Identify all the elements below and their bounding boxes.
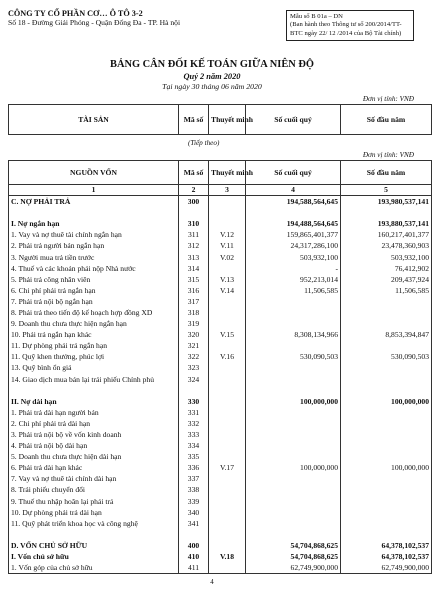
row-label: C. NỢ PHẢI TRẢ: [9, 196, 179, 207]
sources-col-title: NGUỒN VỐN: [9, 161, 179, 185]
row-label: 8. Phải trả theo tiến độ kế hoạch hợp đồng XD: [9, 307, 179, 318]
sources-header-table: [8, 160, 432, 196]
row-start-value: 64,378,102,537: [341, 540, 432, 551]
row-end-value: [246, 307, 341, 318]
row-code: 323: [179, 362, 209, 373]
row-start-value: [341, 318, 432, 329]
table-row: [9, 440, 432, 451]
row-start-value: 100,000,000: [341, 462, 432, 473]
company-address: Số 18 - Đường Giải Phóng - Quận Đống Đa - TP. Hà nội: [8, 18, 181, 27]
row-start-value: 8,853,394,847: [341, 329, 432, 340]
row-code: [179, 529, 209, 540]
row-label: 6. Chi phí phải trả ngắn hạn: [9, 285, 179, 296]
row-note: V.12: [209, 229, 246, 240]
row-end-value: [246, 374, 341, 385]
row-note: [209, 318, 246, 329]
row-label: [9, 385, 179, 396]
balance-sheet-table: [8, 196, 432, 574]
row-start-value: [341, 473, 432, 484]
table-row: [9, 462, 432, 473]
table-row: [9, 285, 432, 296]
table-row: [9, 473, 432, 484]
row-label: 9. Thuế thu nhập hoãn lại phải trả: [9, 496, 179, 507]
row-code: 317: [179, 296, 209, 307]
row-code: 315: [179, 274, 209, 285]
row-code: 310: [179, 218, 209, 229]
row-end-value: [246, 385, 341, 396]
row-note: [209, 540, 246, 551]
row-end-value: [246, 296, 341, 307]
row-label: 10. Dự phòng phải trả dài hạn: [9, 507, 179, 518]
row-label: II. Nợ dài hạn: [9, 396, 179, 407]
row-code: 322: [179, 351, 209, 362]
row-start-value: 209,437,924: [341, 274, 432, 285]
table-row: [9, 418, 432, 429]
table-row: [9, 240, 432, 251]
table-row: [9, 551, 432, 562]
row-end-value: [246, 418, 341, 429]
row-end-value: [246, 518, 341, 529]
table-row: [9, 196, 432, 207]
row-label: 4. Phải trả nội bộ dài hạn: [9, 440, 179, 451]
row-code: 311: [179, 229, 209, 240]
table-row: [9, 263, 432, 274]
row-note: [209, 207, 246, 218]
row-label: 1. Vay và nợ thuê tài chính ngắn hạn: [9, 229, 179, 240]
row-end-value: 8,308,134,966: [246, 329, 341, 340]
row-note: [209, 473, 246, 484]
row-note: [209, 385, 246, 396]
assets-col-start: Số đầu năm: [341, 105, 432, 135]
row-start-value: 503,932,100: [341, 251, 432, 262]
row-note: V.17: [209, 462, 246, 473]
row-code: 313: [179, 251, 209, 262]
row-code: 333: [179, 429, 209, 440]
row-start-value: [341, 207, 432, 218]
table-row: [9, 496, 432, 507]
row-code: [179, 385, 209, 396]
report-date: Tại ngày 30 tháng 06 năm 2020: [162, 82, 262, 91]
row-start-value: 23,478,360,903: [341, 240, 432, 251]
row-label: 8. Trái phiếu chuyển đổi: [9, 484, 179, 495]
colnum-4: 4: [246, 185, 341, 196]
sources-col-code: Mã số: [179, 161, 209, 185]
row-note: [209, 374, 246, 385]
spacer-row: [9, 207, 432, 218]
table-row: [9, 251, 432, 262]
colnum-2: 2: [179, 185, 209, 196]
row-start-value: [341, 385, 432, 396]
row-end-value: 100,000,000: [246, 462, 341, 473]
table-row: [9, 218, 432, 229]
row-start-value: 62,749,900,000: [341, 562, 432, 574]
row-code: 336: [179, 462, 209, 473]
row-start-value: [341, 529, 432, 540]
row-end-value: [246, 484, 341, 495]
form-code: Mẫu số B 01a – DN: [290, 13, 343, 20]
row-label: [9, 207, 179, 218]
table-row: [9, 518, 432, 529]
row-end-value: [246, 429, 341, 440]
table-row: [9, 296, 432, 307]
sources-col-start: Số đầu năm: [341, 161, 432, 185]
table-row: [9, 451, 432, 462]
row-start-value: [341, 340, 432, 351]
row-start-value: 76,412,902: [341, 263, 432, 274]
row-label: 5. Doanh thu chưa thực hiện dài hạn: [9, 451, 179, 462]
unit-label-2: Đơn vị tính: VNĐ: [362, 151, 414, 159]
form-note: (Ban hành theo Thông tư số 200/2014/TT-BTC ngày 22/ 12 /2014 của Bộ Tài chính): [290, 21, 402, 37]
row-note: [209, 218, 246, 229]
row-label: 4. Thuế và các khoản phải nộp Nhà nước: [9, 263, 179, 274]
row-code: 332: [179, 418, 209, 429]
row-label: 11. Quỹ khen thưởng, phúc lợi: [9, 351, 179, 362]
report-period: Quý 2 năm 2020: [183, 72, 241, 81]
row-code: 338: [179, 484, 209, 495]
row-code: 330: [179, 396, 209, 407]
spacer-row: [9, 385, 432, 396]
row-start-value: 193,980,537,141: [341, 196, 432, 207]
row-label: 2. Phải trả người bán ngắn hạn: [9, 240, 179, 251]
row-label: 14. Giao dịch mua bán lại trái phiếu Chính phủ: [9, 374, 179, 385]
unit-label: Đơn vị tính: VNĐ: [362, 95, 414, 103]
row-end-value: 11,506,585: [246, 285, 341, 296]
row-end-value: [246, 407, 341, 418]
table-row: [9, 562, 432, 574]
row-code: 400: [179, 540, 209, 551]
row-label: I. Nợ ngắn hạn: [9, 218, 179, 229]
row-note: [209, 418, 246, 429]
row-note: [209, 196, 246, 207]
row-start-value: [341, 307, 432, 318]
row-label: D. VỐN CHỦ SỞ HỮU: [9, 540, 179, 551]
row-start-value: [341, 451, 432, 462]
row-code: 340: [179, 507, 209, 518]
row-note: V.02: [209, 251, 246, 262]
row-end-value: 952,213,014: [246, 274, 341, 285]
row-note: [209, 362, 246, 373]
row-code: 324: [179, 374, 209, 385]
row-end-value: [246, 451, 341, 462]
row-end-value: 62,749,900,000: [246, 562, 341, 574]
row-start-value: [341, 374, 432, 385]
row-start-value: [341, 407, 432, 418]
row-note: [209, 507, 246, 518]
sources-col-end: Số cuối quý: [246, 161, 341, 185]
table-row: [9, 318, 432, 329]
row-code: 300: [179, 196, 209, 207]
row-label: 1. Phải trả dài hạn người bán: [9, 407, 179, 418]
table-row: [9, 229, 432, 240]
row-start-value: 193,880,537,141: [341, 218, 432, 229]
row-code: 334: [179, 440, 209, 451]
assets-col-code: Mã số: [179, 105, 209, 135]
row-label: 5. Phải trả công nhân viên: [9, 274, 179, 285]
row-label: 13. Quỹ bình ổn giá: [9, 362, 179, 373]
row-note: [209, 518, 246, 529]
colnum-5: 5: [341, 185, 432, 196]
row-end-value: [246, 529, 341, 540]
row-note: [209, 429, 246, 440]
row-code: 410: [179, 551, 209, 562]
table-row: [9, 374, 432, 385]
row-start-value: [341, 362, 432, 373]
row-label: 11. Dự phòng phải trả ngắn hạn: [9, 340, 179, 351]
continued-note: (Tiếp theo): [188, 139, 220, 147]
row-code: 319: [179, 318, 209, 329]
row-note: [209, 529, 246, 540]
table-row: [9, 340, 432, 351]
row-start-value: 530,090,503: [341, 351, 432, 362]
row-code: 316: [179, 285, 209, 296]
row-code: 331: [179, 407, 209, 418]
row-end-value: 54,704,868,625: [246, 540, 341, 551]
row-end-value: 54,704,868,625: [246, 551, 341, 562]
table-row: [9, 307, 432, 318]
row-end-value: [246, 496, 341, 507]
row-start-value: [341, 418, 432, 429]
table-row: [9, 329, 432, 340]
table-row: [9, 351, 432, 362]
row-note: V.16: [209, 351, 246, 362]
row-note: V.15: [209, 329, 246, 340]
row-note: [209, 440, 246, 451]
table-row: [9, 484, 432, 495]
row-label: 3. Người mua trả tiền trước: [9, 251, 179, 262]
row-end-value: 194,588,564,645: [246, 196, 341, 207]
row-note: [209, 296, 246, 307]
row-code: 321: [179, 340, 209, 351]
row-end-value: 24,317,286,100: [246, 240, 341, 251]
row-end-value: 159,865,401,377: [246, 229, 341, 240]
row-note: [209, 407, 246, 418]
form-info-box: [286, 10, 414, 41]
row-start-value: 64,378,102,537: [341, 551, 432, 562]
sources-col-note: Thuyết minh: [209, 161, 246, 185]
page-number: 4: [210, 578, 214, 586]
row-code: 337: [179, 473, 209, 484]
table-row: [9, 396, 432, 407]
table-row: [9, 407, 432, 418]
company-name: CÔNG TY CỔ PHẦN CƠ… Ô TÔ 3-2: [8, 9, 143, 18]
row-note: [209, 396, 246, 407]
row-code: 320: [179, 329, 209, 340]
row-code: 335: [179, 451, 209, 462]
row-note: V.13: [209, 274, 246, 285]
table-row: [9, 540, 432, 551]
row-end-value: [246, 318, 341, 329]
colnum-3: 3: [209, 185, 246, 196]
row-note: [209, 484, 246, 495]
assets-col-title: TÀI SẢN: [9, 105, 179, 135]
row-end-value: [246, 507, 341, 518]
row-code: 318: [179, 307, 209, 318]
row-label: 1. Vốn góp của chủ sở hữu: [9, 562, 179, 574]
row-note: [209, 562, 246, 574]
row-end-value: [246, 440, 341, 451]
row-label: I. Vốn chủ sở hữu: [9, 551, 179, 562]
row-note: [209, 340, 246, 351]
row-end-value: -: [246, 263, 341, 274]
row-note: [209, 451, 246, 462]
row-label: 7. Vay và nợ thuê tài chính dài hạn: [9, 473, 179, 484]
row-end-value: 503,932,100: [246, 251, 341, 262]
assets-col-end: Số cuối quý: [246, 105, 341, 135]
row-start-value: [341, 484, 432, 495]
row-end-value: [246, 207, 341, 218]
row-label: 9. Doanh thu chưa thực hiện ngắn hạn: [9, 318, 179, 329]
row-note: [209, 307, 246, 318]
column-number-row: [9, 185, 432, 196]
row-note: [209, 263, 246, 274]
row-code: 339: [179, 496, 209, 507]
row-end-value: [246, 340, 341, 351]
row-code: 312: [179, 240, 209, 251]
row-start-value: [341, 507, 432, 518]
row-label: 11. Quỹ phát triển khoa học và công nghệ: [9, 518, 179, 529]
row-note: V.14: [209, 285, 246, 296]
row-end-value: [246, 362, 341, 373]
row-label: 2. Chi phí phải trả dài hạn: [9, 418, 179, 429]
table-row: [9, 362, 432, 373]
row-start-value: [341, 296, 432, 307]
row-end-value: 194,488,564,645: [246, 218, 341, 229]
row-end-value: 530,090,503: [246, 351, 341, 362]
row-start-value: [341, 429, 432, 440]
row-code: [179, 207, 209, 218]
table-row: [9, 274, 432, 285]
row-start-value: [341, 440, 432, 451]
row-start-value: [341, 496, 432, 507]
row-end-value: [246, 473, 341, 484]
row-end-value: 100,000,000: [246, 396, 341, 407]
row-label: 3. Phải trả nội bộ về vốn kinh doanh: [9, 429, 179, 440]
table-row: [9, 507, 432, 518]
row-label: 6. Phải trả dài hạn khác: [9, 462, 179, 473]
row-label: 10. Phải trả ngắn hạn khác: [9, 329, 179, 340]
row-start-value: 100,000,000: [341, 396, 432, 407]
row-note: V.18: [209, 551, 246, 562]
row-label: 7. Phải trả nội bộ ngắn hạn: [9, 296, 179, 307]
table-row: [9, 429, 432, 440]
assets-col-note: Thuyết minh: [209, 105, 246, 135]
row-code: 411: [179, 562, 209, 574]
report-title: BẢNG CÂN ĐỐI KẾ TOÁN GIỮA NIÊN ĐỘ: [110, 59, 314, 70]
assets-header-table: [8, 104, 432, 135]
row-note: V.11: [209, 240, 246, 251]
row-code: 341: [179, 518, 209, 529]
row-start-value: 160,217,401,377: [341, 229, 432, 240]
row-start-value: [341, 518, 432, 529]
colnum-1: 1: [9, 185, 179, 196]
row-note: [209, 496, 246, 507]
spacer-row: [9, 529, 432, 540]
row-code: 314: [179, 263, 209, 274]
row-label: [9, 529, 179, 540]
row-start-value: 11,506,585: [341, 285, 432, 296]
